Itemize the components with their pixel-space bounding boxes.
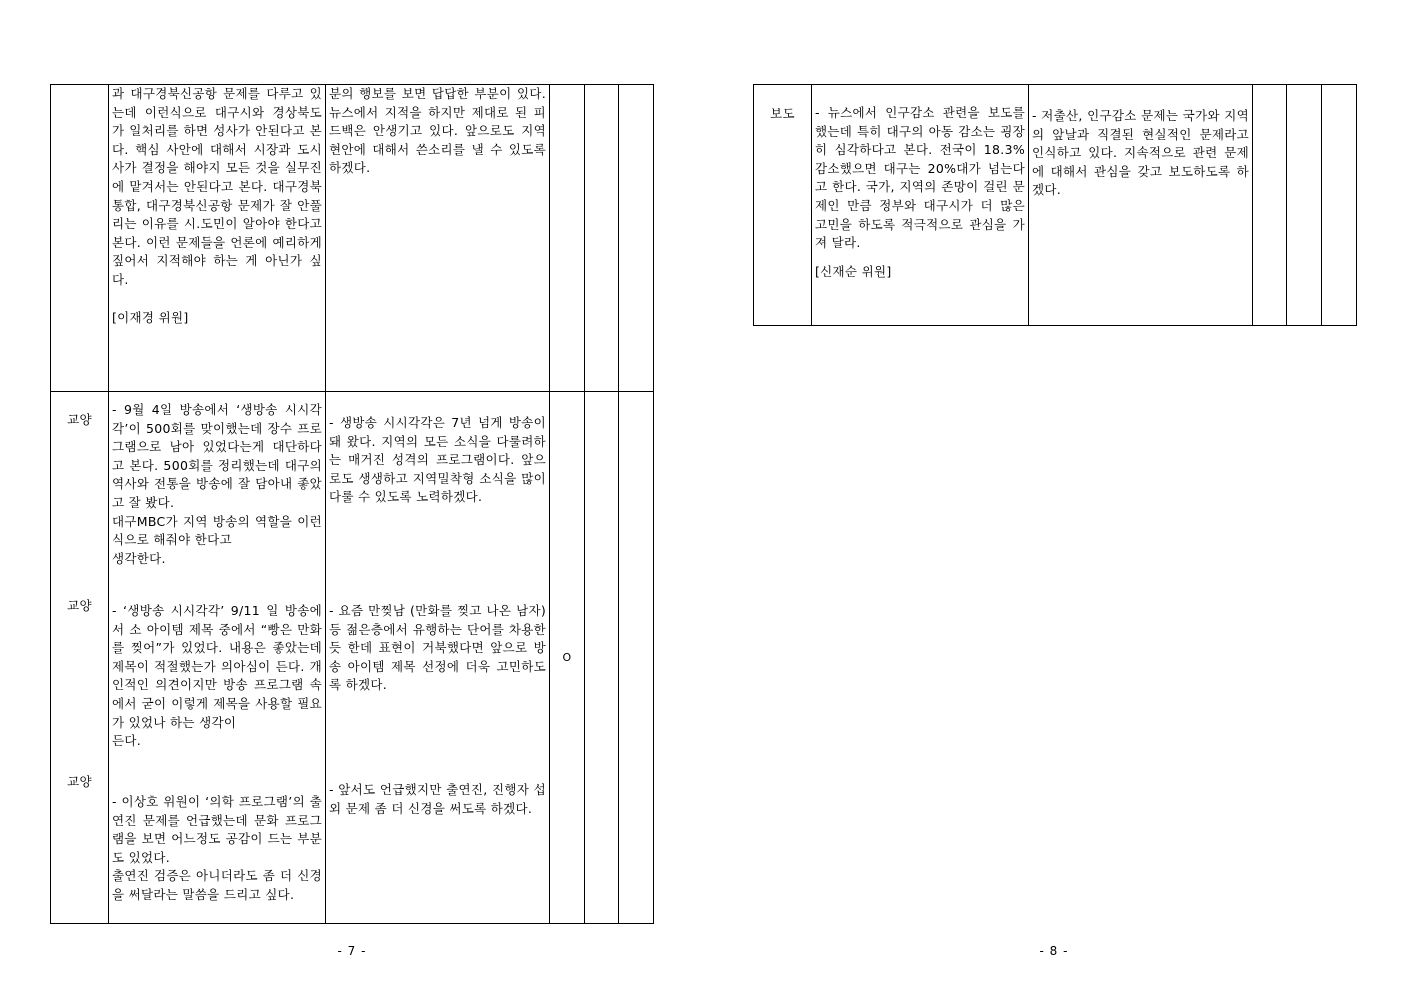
response-cell (1029, 85, 1253, 326)
response-cell (326, 85, 550, 392)
mark-cell-2 (585, 85, 619, 392)
opinion-text: - ‘생방송 시시각각’ 9/11 일 방송에서 소 아이템 제목 중에서 “빵은 만화를 찢어”가 있었다. 내용은 좋았는데 제목이 적절했는가 의아심이 든다. 개인적인 의견이지만 방송 프로그램 속에서 굳이 이렇게 제목을 사용할 필요가 있었나 하는 생각이 든다. (112, 603, 322, 749)
category-label: 교양 (67, 597, 92, 613)
category-label: 보도 (770, 106, 795, 121)
review-table-page-7 (50, 84, 654, 924)
page-number: - 8 - (1039, 944, 1069, 958)
opinion-cell (109, 392, 326, 924)
opinion-text: - 이상호 위원이 ‘의학 프로그램’의 출연진 문제를 언급했는데 문화 프로그램을 보면 어느정도 공감이 드는 부분도 있었다. 출연진 검증은 아니더라도 좀 더 신경을 써달라는 말씀을 드리고 싶다. (112, 794, 322, 902)
opinion-text: - 뉴스에서 인구감소 관련을 보도를 했는데 특히 대구의 아동 감소는 굉장히 심각하다고 본다. 전국이 18.3% 감소했으면 대구는 20%대가 넘는다고 한다. 국가, 지역의 존망이 걸린 문제인 만큼 정부와 대구시가 더 많은 고민을 하도록 적극적으로 관심을 가져 달라. (815, 105, 1025, 251)
mark-cell-3 (1322, 85, 1357, 326)
table-row (51, 85, 654, 392)
mark-cell-1 (550, 85, 585, 392)
category-label: 교양 (67, 412, 92, 427)
page-8 (702, 0, 1403, 992)
mark-cell-2 (585, 392, 619, 924)
response-cell (326, 392, 550, 924)
mark-circle: O (562, 650, 572, 664)
response-text: - 저출산, 인구감소 문제는 국가와 지역의 앞날과 직결된 현실적인 문제라고 인식하고 있다. 지속적으로 관련 문제에 대해서 관심을 갖고 보도하도록 하겠다. (1032, 108, 1249, 198)
member-signature: [신재순 위원] (815, 263, 892, 279)
mark-cell-3 (619, 392, 654, 924)
response-text: 분의 행보를 보면 답답한 부분이 있다. 뉴스에서 지적을 하지만 제대로 된 피드백은 안생기고 있다. 앞으로도 지역 현안에 대해서 쓴소리를 낼 수 있도록 하겠다. (329, 86, 546, 176)
category-cell (754, 85, 812, 326)
mark-cell-2 (1287, 85, 1322, 326)
opinion-text: 과 대구경북신공항 문제를 다루고 있는데 이런식으로 대구시와 경상북도가 일처리를 하면 성사가 안된다고 본다. 핵심 사안에 대해서 시장과 도시사가 결정을 해야지 모든 것을 실무진에 맡겨서는 안된다고 본다. 대구경북 통합, 대구경북신공항 문제가 잘 안풀리는 이유를 시.도민이 알아야 한다고 본다. 이런 문제들을 언론에 예리하게 짚어서 지적해야 하는 게 아닌가 싶다. (112, 86, 322, 287)
category-cell (51, 392, 109, 924)
table-row (51, 392, 654, 924)
opinion-cell (812, 85, 1029, 326)
review-table-page-8 (753, 84, 1357, 326)
mark-cell-3 (619, 85, 654, 392)
category-label: 교양 (67, 774, 92, 790)
category-cell (51, 85, 109, 392)
response-text: - 요즘 만찢남 (만화를 찢고 나온 남자) 등 젊은층에서 유행하는 단어를 차용한 듯 한데 표현이 거북했다면 앞으로 방송 아이템 제목 선정에 더욱 고민하도록 하겠다. (329, 603, 546, 693)
mark-cell-1 (1253, 85, 1287, 326)
response-text: - 생방송 시시각각은 7년 넘게 방송이 돼 왔다. 지역의 모든 소식을 다룰려하는 매거진 성격의 프로그램이다. 앞으로도 생생하고 지역밀착형 소식을 많이 다룰 수 있도록 노력하겠다. (329, 415, 546, 505)
opinion-cell (109, 85, 326, 392)
mark-cell-1 (550, 392, 585, 924)
member-signature: [이재경 위원] (112, 309, 189, 325)
page-number: - 7 - (337, 944, 367, 958)
response-text: - 앞서도 언급했지만 출연진, 진행자 섭외 문제 좀 더 신경을 써도록 하겠다. (329, 782, 546, 816)
table-row (754, 85, 1357, 326)
opinion-text: - 9월 4일 방송에서 ‘생방송 시시각각’이 500회를 맞이했는데 장수 프로그램으로 남아 있었다는게 대단하다고 본다. 500회를 정리했는데 대구의 역사와 전통을 방송에 잘 담아내 좋았고 잘 봤다. 대구MBC가 지역 방송의 역할을 이런식으로 해줘야 한다고 생각한다. (112, 402, 322, 566)
